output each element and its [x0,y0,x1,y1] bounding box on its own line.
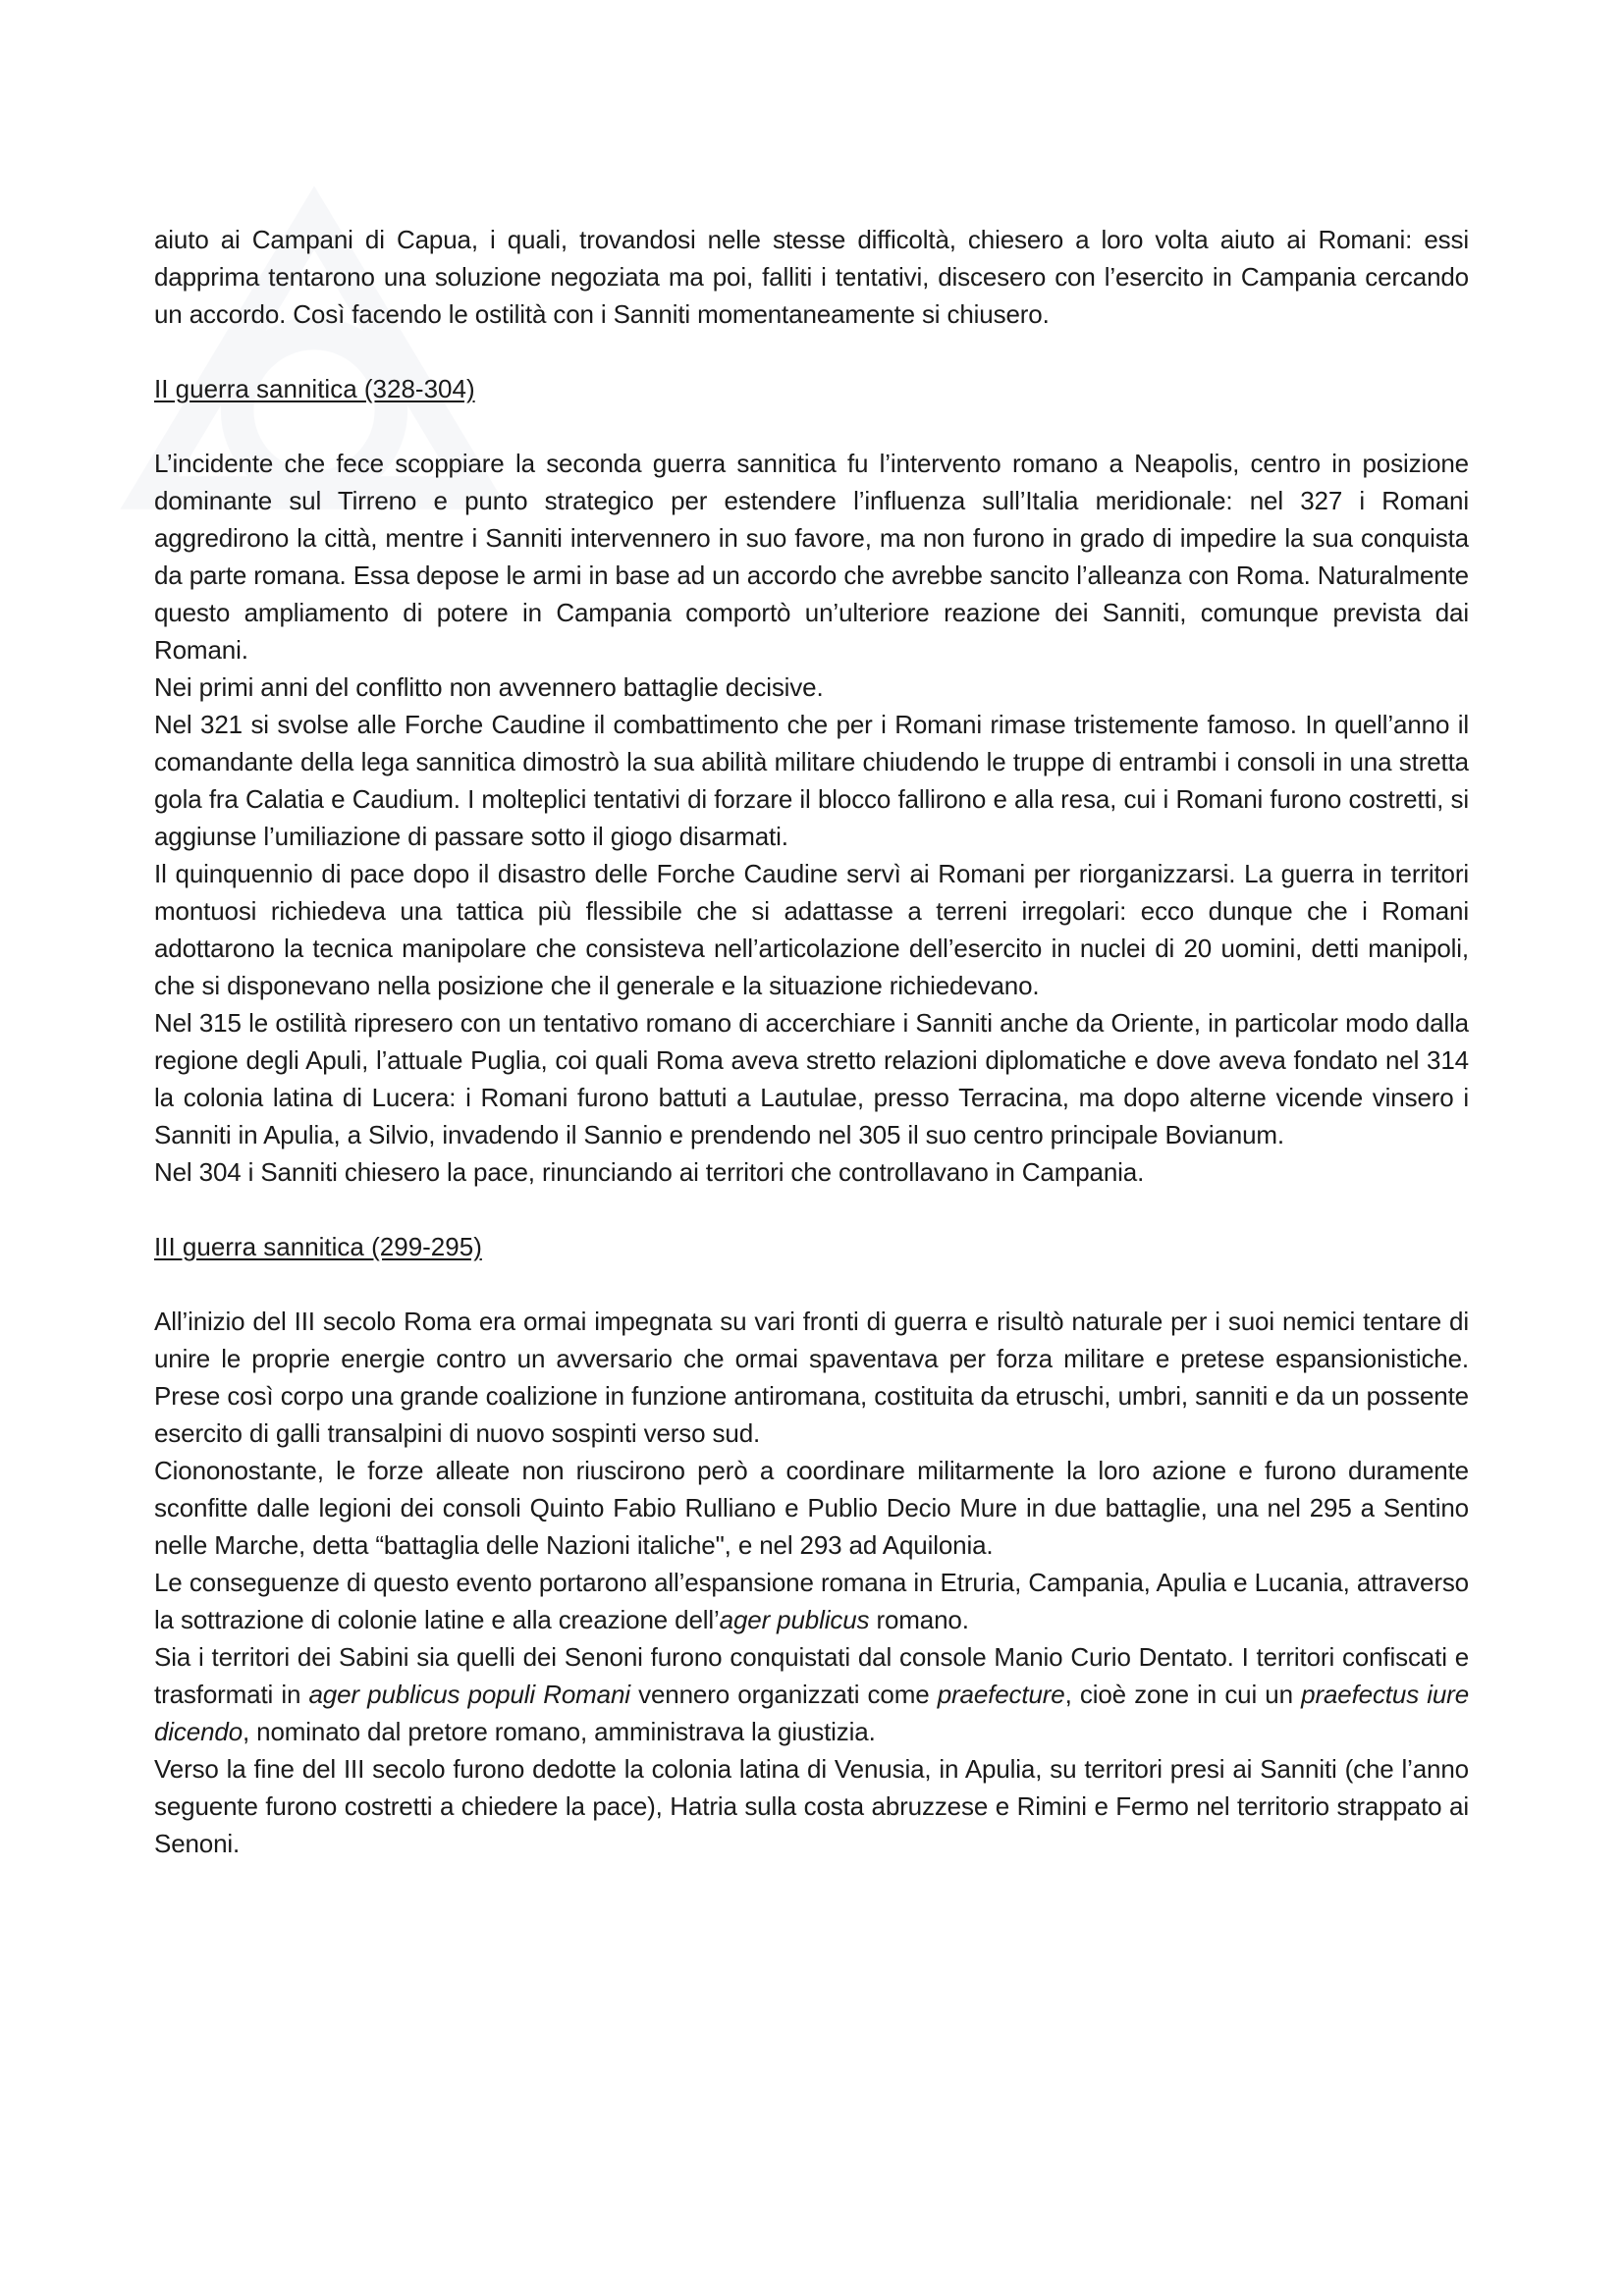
intro-paragraph: aiuto ai Campani di Capua, i quali, trovandosi nelle stesse difficoltà, chiesero a loro volta aiuto ai Romani: essi dapprima tentarono una soluzione negoziata ma poi, falliti i tentativi, discesero con l’esercito in Campania cercando un accordo. Così facendo le ostilità con i Sanniti momentaneamente si chiusero. [154,225,1469,329]
paragraph-early-years: Nei primi anni del conflitto non avvennero battaglie decisive. [154,672,824,702]
italic-term: praefecture [937,1680,1065,1709]
italic-term: ager publicus populi Romani [308,1680,630,1709]
paragraph-315: Nel 315 le ostilità ripresero con un tentativo romano di accerchiare i Sanniti anche da Oriente, in particolar modo dalla regione degli Apuli, l’attuale Puglia, coi quali Roma aveva stretto relazioni diplomatiche e dove aveva fondato nel 314 la colonia latina di Lucera: i Romani furono battuti a Lautulae, presso Terracina, ma dopo alterne vicende vinsero i Sanniti in Apulia, a Silvio, invadendo il Sannio e prendendo nel 305 il suo centro principale Bovianum. [154,1008,1469,1149]
paragraph-venusia: Verso la fine del III secolo furono dedotte la colonia latina di Venusia, in Apulia, su territori presi ai Sanniti (che l’anno seguente furono costretti a chiedere la pace), Hatria sulla costa abruzzese e Rimini e Fermo nel territorio strappato ai Senoni. [154,1754,1469,1858]
text-run: Le conseguenze di questo evento portarono all’espansione romana in Etruria, Campania, Apulia e Lucania, attraverso la sottrazione di colonie latine e alla creazione dell’ [154,1568,1469,1634]
section-heading-third-war: III guerra sannitica (299-295) [154,1232,482,1261]
section-heading-second-war: II guerra sannitica (328-304) [154,374,475,403]
text-run: , cioè zone in cui un [1064,1680,1302,1709]
text-run: romano. [869,1605,969,1634]
text-run: vennero organizzati come [629,1680,938,1709]
paragraph-sabini-senoni [154,1638,1469,1750]
paragraph-manipoli: Il quinquennio di pace dopo il disastro delle Forche Caudine servì ai Romani per riorganizzarsi. La guerra in territori montuosi richiedeva una tattica più flessibile che si adattasse a terreni irregolari: ecco dunque che i Romani adottarono la tecnica manipolare che consisteva nell’articolazione dell’esercito in nuclei di 20 uomini, detti manipoli, che si disponevano nella posizione che il generale e la situazione richiedevano. [154,859,1469,1000]
text-run: , nominato dal pretore romano, amministrava la giustizia. [243,1717,876,1746]
paragraph-consequences [154,1564,1469,1638]
paragraph-neapolis: L’incidente che fece scoppiare la seconda guerra sannitica fu l’intervento romano a Neapolis, centro in posizione dominante sul Tirreno e punto strategico per estendere l’influenza sull’Italia meridionale: nel 327 i Romani aggredirono la città, mentre i Sanniti intervennero in suo favore, ma non furono in grado di impedire la sua conquista da parte romana. Essa depose le armi in base ad un accordo che avrebbe sancito l’alleanza con Roma. Naturalmente questo ampliamento di potere in Campania comportò un’ulteriore reazione dei Sanniti, comunque prevista dai Romani. [154,449,1469,665]
text-run: Sia i territori dei Sabini sia quelli dei Senoni furono conquistati dal console Manio Curio Dentato. I territori confiscati e trasformati in [154,1642,1469,1709]
paragraph-forche-caudine: Nel 321 si svolse alle Forche Caudine il combattimento che per i Romani rimase tristemente famoso. In quell’anno il comandante della lega sannitica dimostrò la sua abilità militare chiudendo le truppe di entrambi i consoli in una stretta gola fra Calatia e Caudium. I molteplici tentativi di forzare il blocco fallirono e alla resa, cui i Romani furono costretti, si aggiunse l’umiliazione di passare sotto il giogo disarmati. [154,710,1469,851]
italic-term: praefectus iure dicendo [154,1680,1470,1746]
paragraph-sentino: Ciononostante, le forze alleate non riuscirono però a coordinare militarmente la loro azione e furono duramente sconfitte dalle legioni dei consoli Quinto Fabio Rulliano e Publio Decio Mure in due battaglie, una nel 295 a Sentino nelle Marche, detta “battaglia delle Nazioni italiche", e nel 293 ad Aquilonia. [154,1456,1469,1560]
paragraph-coalition: All’inizio del III secolo Roma era ormai impegnata su vari fronti di guerra e risultò naturale per i suoi nemici tentare di unire le proprie energie contro un avversario che ormai spaventava per forza militare e pretese espansionistiche. Prese così corpo una grande coalizione in funzione antiromana, costituita da etruschi, umbri, sanniti e da un possente esercito di galli transalpini di nuovo sospinti verso sud. [154,1307,1469,1448]
italic-term: ager publicus [719,1605,870,1634]
document-page [154,221,1469,1862]
paragraph-304: Nel 304 i Sanniti chiesero la pace, rinunciando ai territori che controllavano in Campania. [154,1157,1145,1187]
